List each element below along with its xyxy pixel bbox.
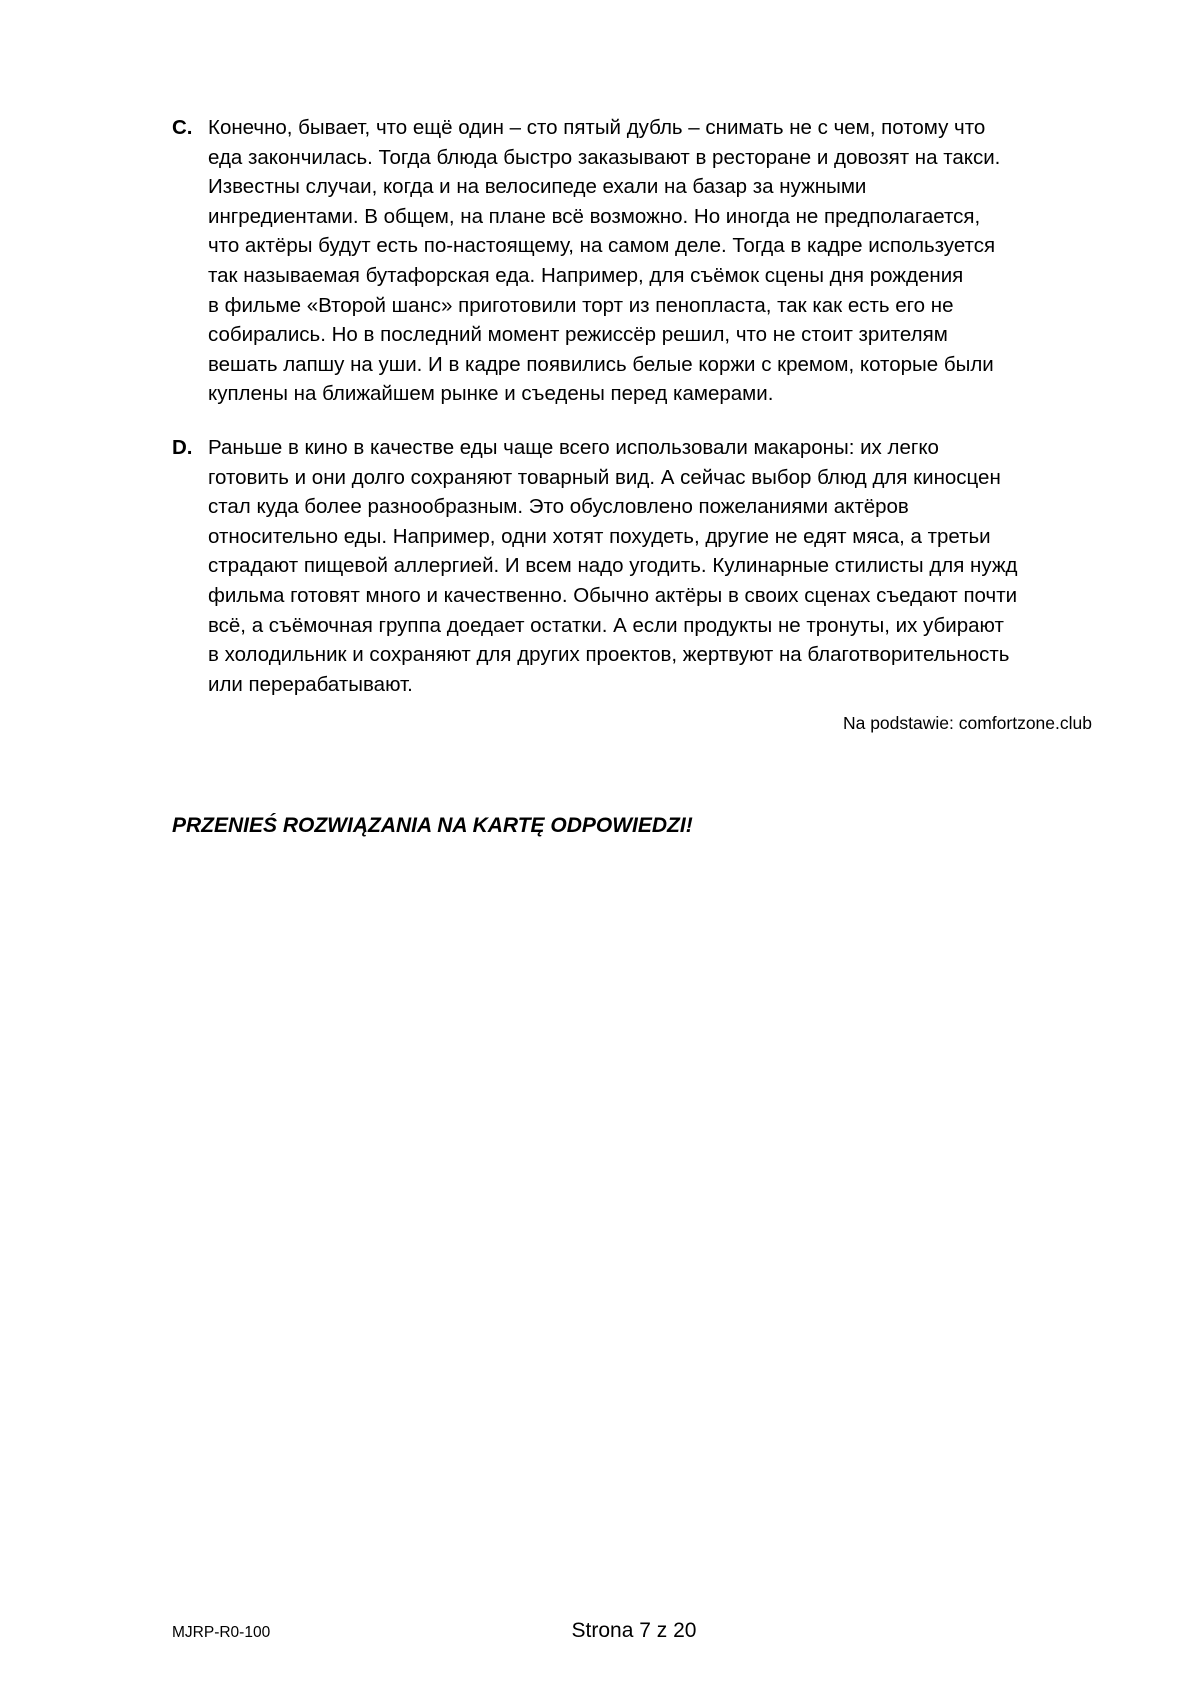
paragraph-label: C. [172, 116, 193, 139]
page-number-wrapper [0, 1617, 1200, 1645]
text-line: относительно еды. Например, одни хотят похудеть, другие не едят мяса, а третьи [208, 524, 991, 548]
text-line: всё, а съёмочная группа доедает остатки. А если продукты не тронуты, их убирают [208, 613, 1004, 637]
text-line: в фильме «Второй шанс» приготовили торт из пенопласта, так как есть его не [208, 293, 954, 317]
text-line: Конечно, бывает, что ещё один – сто пятый дубль – снимать не с чем, потому что [208, 116, 986, 139]
text-line: еда закончилась. Тогда блюда быстро заказывают в ресторане и довозят на такси. [208, 145, 1001, 169]
text-line: в холодильник и сохраняют для других проектов, жертвуют на благотворительность [208, 643, 1010, 667]
text-line: Известны случаи, когда и на велосипеде ехали на базар за нужными [208, 175, 867, 199]
page-number: Strona 7 z 20 [571, 1619, 697, 1642]
answer-sheet-instruction: PRZENIEŚ ROZWIĄZANIA NA KARTĘ ODPOWIEDZI! [172, 814, 693, 837]
text-line: фильма готовят много и качественно. Обычно актёры в своих сценах съедают почти [208, 583, 1018, 607]
source-citation: Na podstawie: comfortzone.club [842, 713, 1092, 733]
paragraph-body [208, 433, 1092, 699]
text-line: ингредиентами. В общем, на плане всё возможно. Но иногда не предполагается, [208, 204, 981, 228]
text-line: или перерабатывают. [208, 672, 413, 696]
text-line: так называемая бутафорская еда. Например, для съёмок сцены дня рождения [208, 263, 964, 287]
text-line: вешать лапшу на уши. И в кадре появились белые коржи с кремом, которые были [208, 352, 994, 376]
exam-code: MJRP-R0-100 [172, 1624, 271, 1641]
text-line: куплены на ближайшем рынке и съедены перед камерами. [208, 382, 774, 406]
text-line: страдают пищевой аллергией. И всем надо угодить. Кулинарные стилисты для нужд [208, 554, 1018, 578]
text-line: готовить и они долго сохраняют товарный вид. А сейчас выбор блюд для киносцен [208, 465, 1001, 489]
text-line: собирались. Но в последний момент режиссёр решил, что не стоит зрителям [208, 323, 948, 347]
text-line: стал куда более разнообразным. Это обусловлено пожеланиями актёров [208, 495, 909, 519]
paragraph-body [208, 113, 1092, 409]
text-line: что актёры будут есть по-настоящему, на самом деле. Тогда в кадре используется [208, 234, 996, 258]
text-line: Раньше в кино в качестве еды чаще всего использовали макароны: их легко [208, 436, 939, 459]
paragraph-d [172, 433, 1092, 699]
paragraph-label: D. [172, 436, 193, 459]
paragraph-c [172, 113, 1092, 409]
